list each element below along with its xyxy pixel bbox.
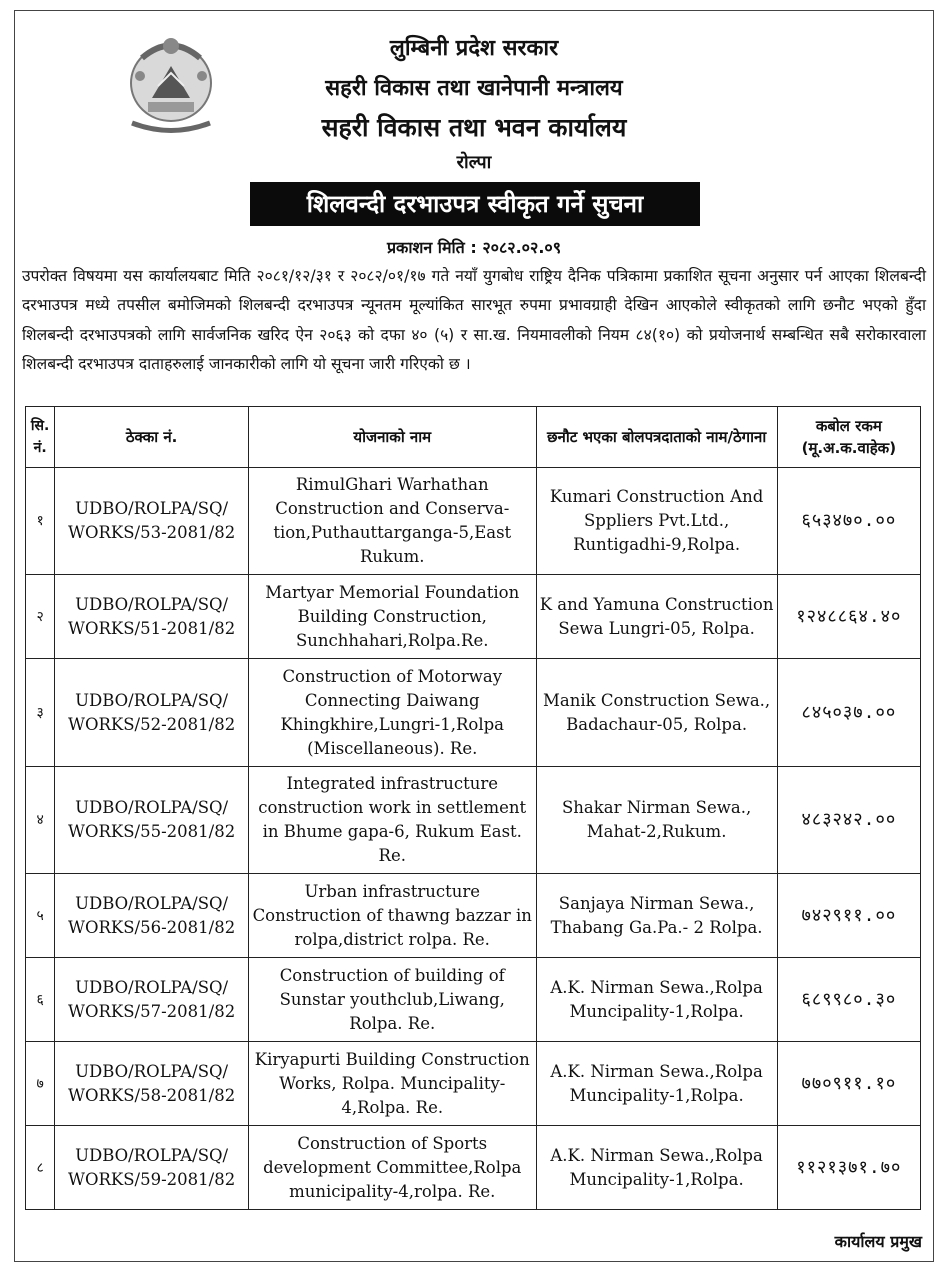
publish-date: प्रकाशन मिति : २०८२.०२.०९ xyxy=(386,238,562,257)
cell-bidder: Sanjaya Nirman Sewa., Thabang Ga.Pa.- 2 Rolpa. xyxy=(536,874,777,958)
cell-amount: ८४५०३७.०० xyxy=(777,659,920,767)
cell-project-name: Martyar Memorial Foundation Building Construction, Sunchhahari,Rolpa.Re. xyxy=(248,575,536,659)
cell-bidder: A.K. Nirman Sewa.,Rolpa Muncipality-1,Rolpa. xyxy=(536,958,777,1042)
cell-project-name: Construction of building of Sunstar youthclub,Liwang, Rolpa. Re. xyxy=(248,958,536,1042)
cell-amount: १२४८८६४.४० xyxy=(777,575,920,659)
cell-amount: ४८३२४२.०० xyxy=(777,767,920,874)
cell-contract-no: UDBO/ROLPA/SQ/ WORKS/51-2081/82 xyxy=(55,575,249,659)
header-district: रोल्पा xyxy=(456,152,492,173)
cell-sn: ७ xyxy=(26,1042,55,1126)
header-office: सहरी विकास तथा भवन कार्यालय xyxy=(321,113,627,142)
cell-contract-no: UDBO/ROLPA/SQ/ WORKS/59-2081/82 xyxy=(55,1126,249,1210)
cell-contract-no: UDBO/ROLPA/SQ/ WORKS/55-2081/82 xyxy=(55,767,249,874)
cell-project-name: Urban infrastructure Construction of thawng bazzar in rolpa,district rolpa. Re. xyxy=(248,874,536,958)
table-row xyxy=(26,1042,921,1126)
office-chief-signature: कार्यालय प्रमुख xyxy=(834,1232,922,1251)
cell-bidder: Shakar Nirman Sewa., Mahat-2,Rukum. xyxy=(536,767,777,874)
header-bidder: छनौट भएका बोलपत्रदाताको नाम/ठेगाना xyxy=(536,407,777,468)
cell-project-name: Construction of Motorway Connecting Daiwang Khingkhire,Lungri-1,Rolpa (Miscellaneous). Re. xyxy=(248,659,536,767)
table-row xyxy=(26,767,921,874)
cell-sn: ५ xyxy=(26,874,55,958)
cell-contract-no: UDBO/ROLPA/SQ/ WORKS/52-2081/82 xyxy=(55,659,249,767)
cell-contract-no: UDBO/ROLPA/SQ/ WORKS/57-2081/82 xyxy=(55,958,249,1042)
header-province: लुम्बिनी प्रदेश सरकार xyxy=(389,36,559,61)
cell-amount: ७७०९११.१० xyxy=(777,1042,920,1126)
cell-bidder: A.K. Nirman Sewa.,Rolpa Muncipality-1,Rolpa. xyxy=(536,1042,777,1126)
table-row xyxy=(26,874,921,958)
table-row xyxy=(26,468,921,575)
cell-sn: ४ xyxy=(26,767,55,874)
cell-amount: ११२१३७१.७० xyxy=(777,1126,920,1210)
table-row xyxy=(26,958,921,1042)
cell-project-name: RimulGhari Warhathan Construction and Conserva-tion,Puthauttarganga-5,East Rukum. xyxy=(248,468,536,575)
cell-sn: ३ xyxy=(26,659,55,767)
cell-project-name: Kiryapurti Building Construction Works, Rolpa. Muncipality-4,Rolpa. Re. xyxy=(248,1042,536,1126)
cell-sn: २ xyxy=(26,575,55,659)
cell-bidder: K and Yamuna Construction Sewa Lungri-05, Rolpa. xyxy=(536,575,777,659)
header-sn: सि. नं. xyxy=(26,407,55,468)
cell-amount: ६८९९८०.३० xyxy=(777,958,920,1042)
notice-body: उपरोक्त विषयमा यस कार्यालयबाट मिति २०८१/१२/३१ र २०८२/०१/१७ गते नयाँ युगबोध राष्ट्रिय दैनिक पत्रिकामा प्रकाशित सूचना अनुसार पर्न आएका शिलबन्दी दरभाउपत्र मध्ये तपसील बमोजिमको शिलबन्दी दरभाउपत्र न्यूनतम मूल्यांकित सारभूत रुपमा प्रभावग्राही देखिन आएकोले स्वीकृतको लागि छनौट भएको हुँदा शिलबन्दी दरभाउपत्रको लागि सार्वजनिक खरिद ऐन २०६३ को दफा ४० (५) र सा.ख. नियमावलीको नियम ८४(१०) को प्रयोजनार्थ सम्बन्धित सबै सरोकारवाला शिलबन्दी दरभाउपत्र दाताहरुलाई जानकारीको लागि यो सूचना जारी गरिएको छ । xyxy=(22,267,926,374)
cell-bidder: Manik Construction Sewa., Badachaur-05, Rolpa. xyxy=(536,659,777,767)
table-header-row xyxy=(26,407,921,468)
bid-table xyxy=(25,406,921,1210)
header-amount: कबोल रकम (मू.अ.क.वाहेक) xyxy=(777,407,920,468)
cell-sn: ६ xyxy=(26,958,55,1042)
header-ministry: सहरी विकास तथा खानेपानी मन्त्रालय xyxy=(325,76,623,101)
cell-sn: ८ xyxy=(26,1126,55,1210)
table-row xyxy=(26,575,921,659)
cell-amount: ६५३४७०.०० xyxy=(777,468,920,575)
cell-contract-no: UDBO/ROLPA/SQ/ WORKS/56-2081/82 xyxy=(55,874,249,958)
header-contract-no: ठेक्का नं. xyxy=(55,407,249,468)
notice-title-banner: शिलवन्दी दरभाउपत्र स्वीकृत गर्ने सुचना xyxy=(250,182,700,226)
cell-contract-no: UDBO/ROLPA/SQ/ WORKS/58-2081/82 xyxy=(55,1042,249,1126)
cell-contract-no: UDBO/ROLPA/SQ/ WORKS/53-2081/82 xyxy=(55,468,249,575)
cell-amount: ७४२९११.०० xyxy=(777,874,920,958)
cell-bidder: A.K. Nirman Sewa.,Rolpa Muncipality-1,Rolpa. xyxy=(536,1126,777,1210)
header-project-name: योजनाको नाम xyxy=(248,407,536,468)
cell-sn: १ xyxy=(26,468,55,575)
cell-project-name: Integrated infrastructure construction work in settlement in Bhume gapa-6, Rukum East. Re. xyxy=(248,767,536,874)
table-row xyxy=(26,1126,921,1210)
cell-project-name: Construction of Sports development Committee,Rolpa municipality-4,rolpa. Re. xyxy=(248,1126,536,1210)
table-row xyxy=(26,659,921,767)
cell-bidder: Kumari Construction And Sppliers Pvt.Ltd., Runtigadhi-9,Rolpa. xyxy=(536,468,777,575)
